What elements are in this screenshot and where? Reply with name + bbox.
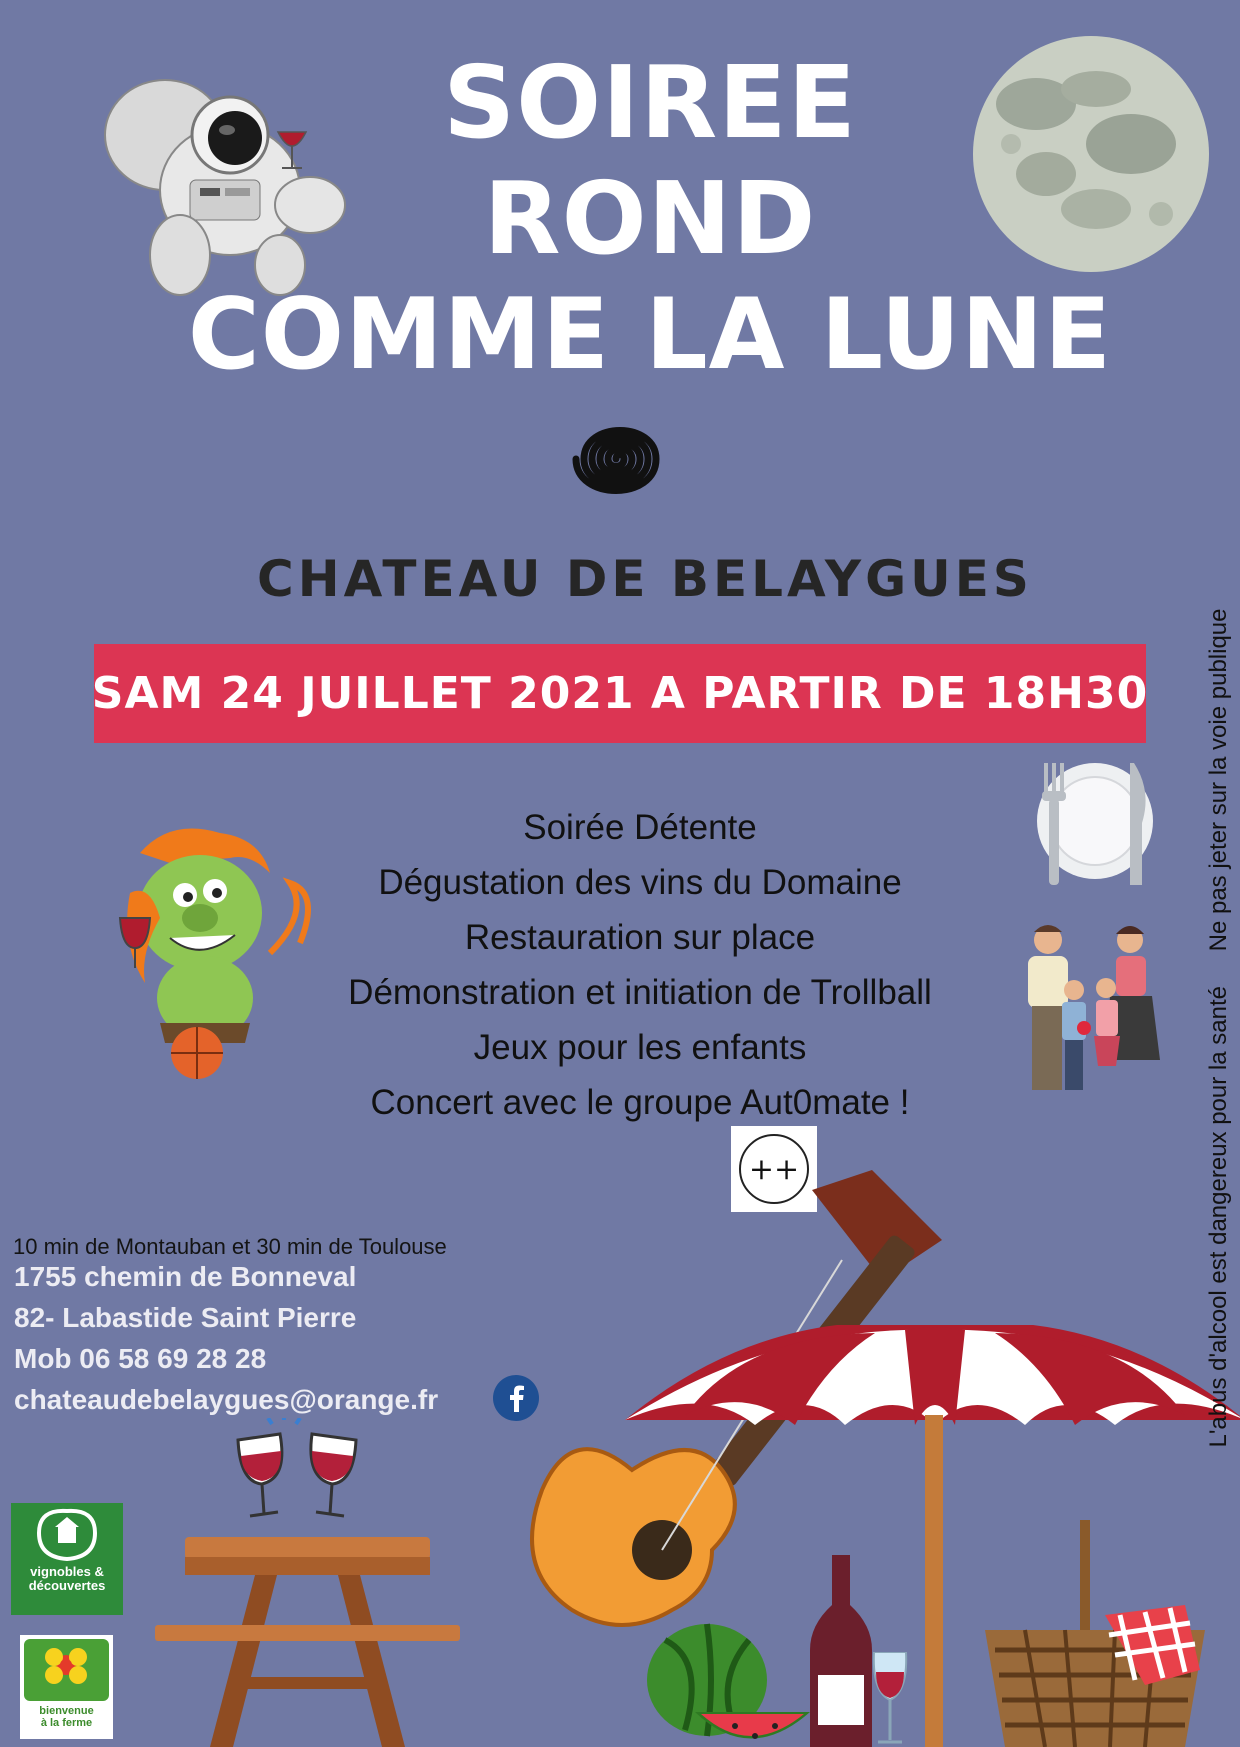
title-line-1: SOIREE bbox=[443, 44, 857, 161]
vignobles-logo-text: vignobles & découvertes bbox=[28, 1564, 106, 1593]
wine-toast-icon bbox=[232, 1418, 372, 1528]
health-warning: L'abus d'alcool est dangereux pour la santé bbox=[1205, 986, 1232, 1448]
program-item: Concert avec le groupe Aut0mate ! bbox=[370, 1083, 910, 1122]
watermelon-icon bbox=[645, 1620, 815, 1747]
ferme-logo-text-2: à la ferme bbox=[40, 1717, 93, 1729]
ferme-logo-text-1: bienvenue bbox=[39, 1705, 94, 1717]
legal-notice bbox=[1205, 594, 1233, 1461]
venue-name: CHATEAU DE BELAYGUES bbox=[257, 550, 1033, 608]
program-item: Dégustation des vins du Domaine bbox=[378, 863, 902, 902]
program-item: Démonstration et initiation de Trollball bbox=[348, 973, 932, 1012]
spiral-icon bbox=[564, 403, 668, 511]
wine-bottle-icon bbox=[810, 1555, 872, 1747]
band-logo-icon: ++ bbox=[739, 1134, 809, 1204]
wine-glass-icon bbox=[872, 1652, 908, 1747]
program-item: Soirée Détente bbox=[523, 808, 757, 847]
picnic-basket-icon bbox=[985, 1520, 1205, 1747]
title-line-2: ROND bbox=[483, 160, 817, 277]
vignobles-leaf-icon bbox=[11, 1503, 123, 1565]
city-line: 82- Labastide Saint Pierre bbox=[14, 1302, 357, 1333]
flower-icon bbox=[20, 1635, 113, 1705]
title-line-3: COMME LA LUNE bbox=[187, 278, 1113, 392]
picnic-table-icon bbox=[155, 1537, 460, 1747]
program-item: Restauration sur place bbox=[464, 918, 816, 957]
program-list bbox=[190, 800, 1090, 1130]
phone-line: Mob 06 58 69 28 28 bbox=[14, 1343, 267, 1374]
date-banner-text: SAM 24 JUILLET 2021 A PARTIR DE 18H30 bbox=[91, 668, 1149, 719]
litter-notice: Ne pas jeter sur la voie publique bbox=[1205, 608, 1232, 952]
address-line: 1755 chemin de Bonneval bbox=[14, 1261, 357, 1292]
family-icon bbox=[1010, 920, 1180, 1110]
vignobles-logo bbox=[11, 1503, 123, 1615]
bienvenue-ferme-logo bbox=[20, 1635, 113, 1739]
date-banner bbox=[91, 644, 1149, 743]
program-item: Jeux pour les enfants bbox=[473, 1028, 807, 1067]
email-line[interactable]: chateaudebelaygues@orange.fr bbox=[14, 1384, 439, 1415]
distance-text: 10 min de Montauban et 30 min de Toulouse bbox=[13, 1234, 447, 1259]
